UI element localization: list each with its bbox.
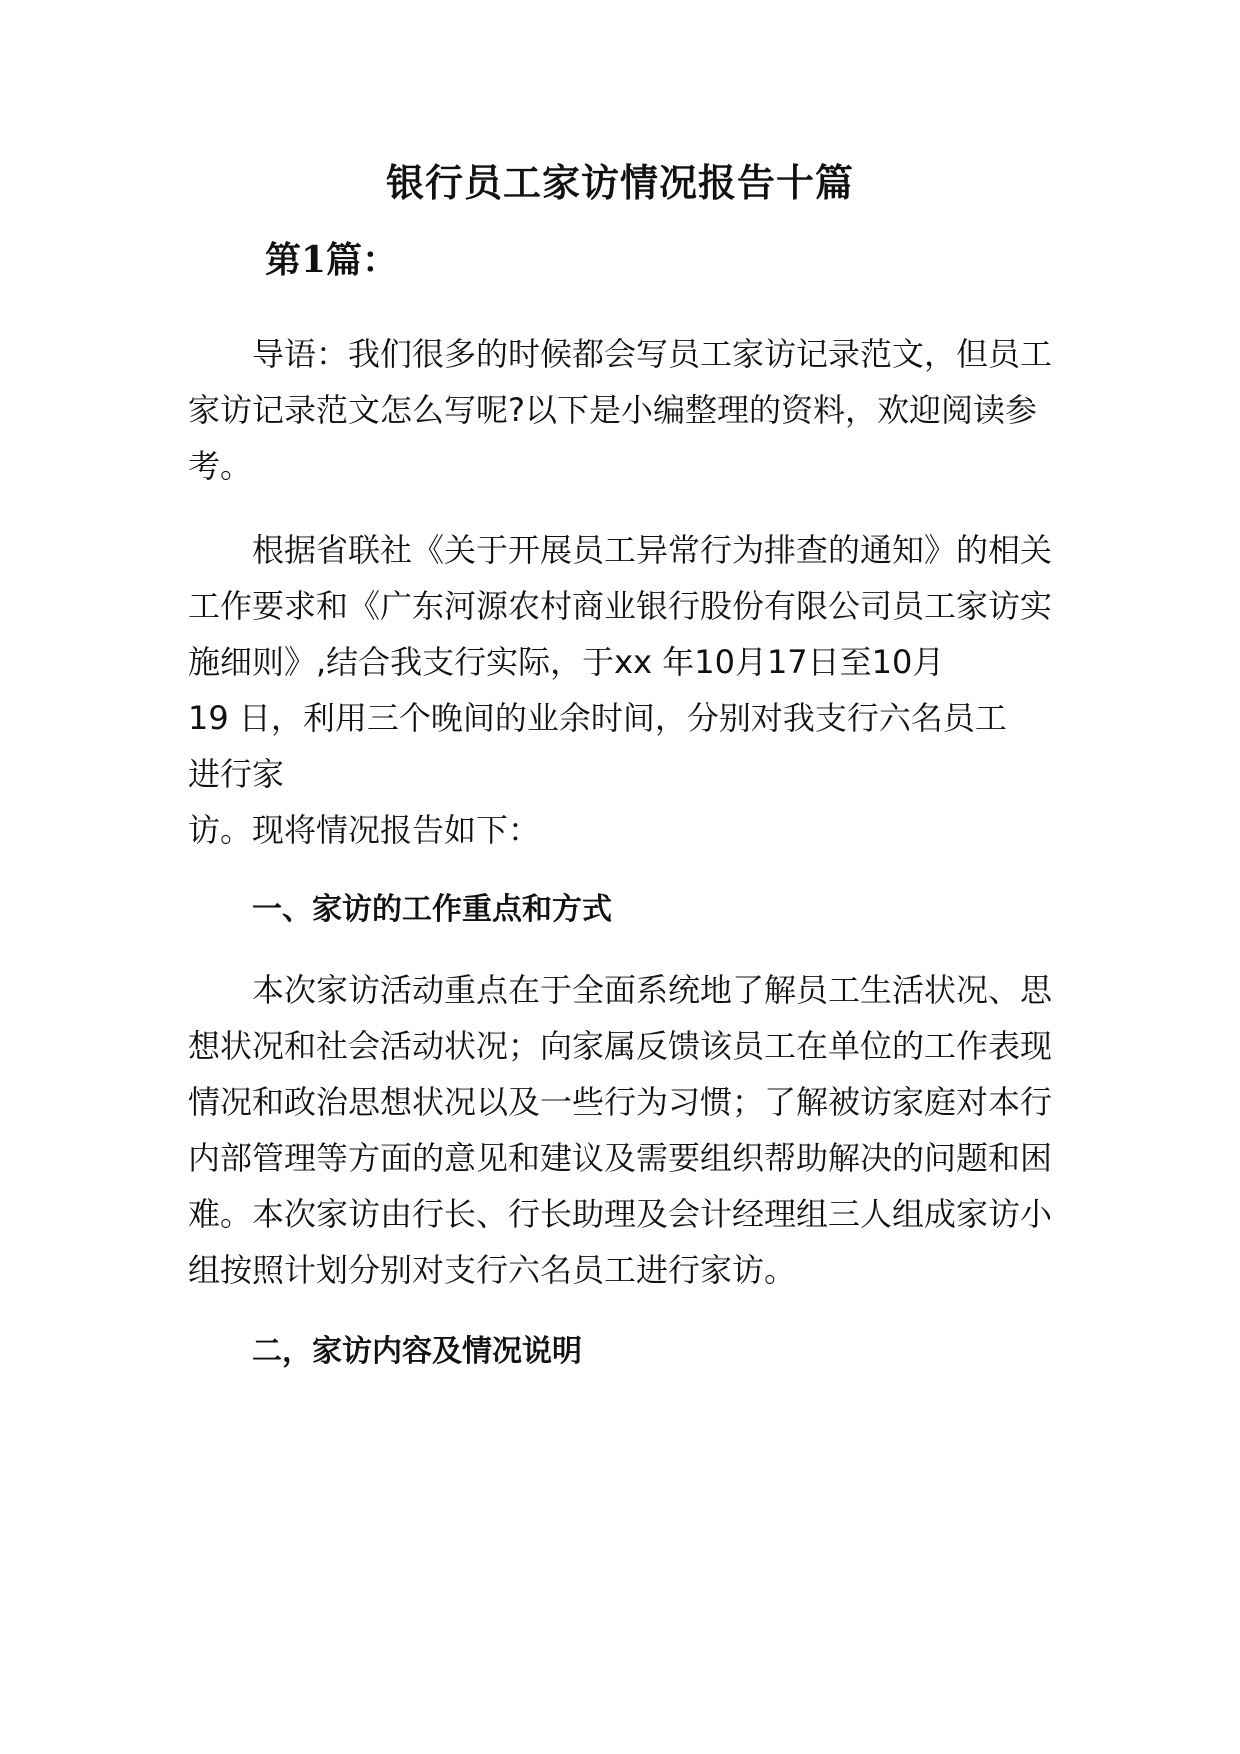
basis-line: 访。现将情况报告如下： [188,811,541,849]
basis-paragraph [188,522,1058,858]
basis-line: 根据省联社《关于开展员工异常行为排查的通知》的相关 [252,531,1053,569]
section-heading-focus: 一、家访的工作重点和方式 [252,892,612,927]
basis-line: 施细则》,结合我支行实际，于xx 年10月17日至10月 [188,643,945,681]
basis-line: 进行家 [188,755,285,793]
focus-paragraph: 本次家访活动重点在于全面系统地了解员工生活状况、思想状况和社会活动状况；向家属反馈该员工在单位的工作表现情况和政治思想状况以及一些行为习惯；了解被访家庭对本行内部管理等方面的意见和建议及需要组织帮助解决的问题和困难。本次家访由行长、行长助理及会计经理组三人组成家访小组按照计划分别对支行六名员工进行家访。 [188,971,1053,1289]
section-label: 第1篇： [265,239,399,281]
intro-paragraph: 导语：我们很多的时候都会写员工家访记录范文，但员工家访记录范文怎么写呢?以下是小编整理的资料，欢迎阅读参考。 [188,335,1053,485]
basis-line: 工作要求和《广东河源农村商业银行股份有限公司员工家访实 [188,587,1053,625]
document-title: 银行员工家访情况报告十篇 [385,160,854,205]
basis-line: 19 日，利用三个晚间的业余时间，分别对我支行六名员工 [188,699,1007,737]
section-heading-content: 二，家访内容及情况说明 [252,1334,582,1369]
